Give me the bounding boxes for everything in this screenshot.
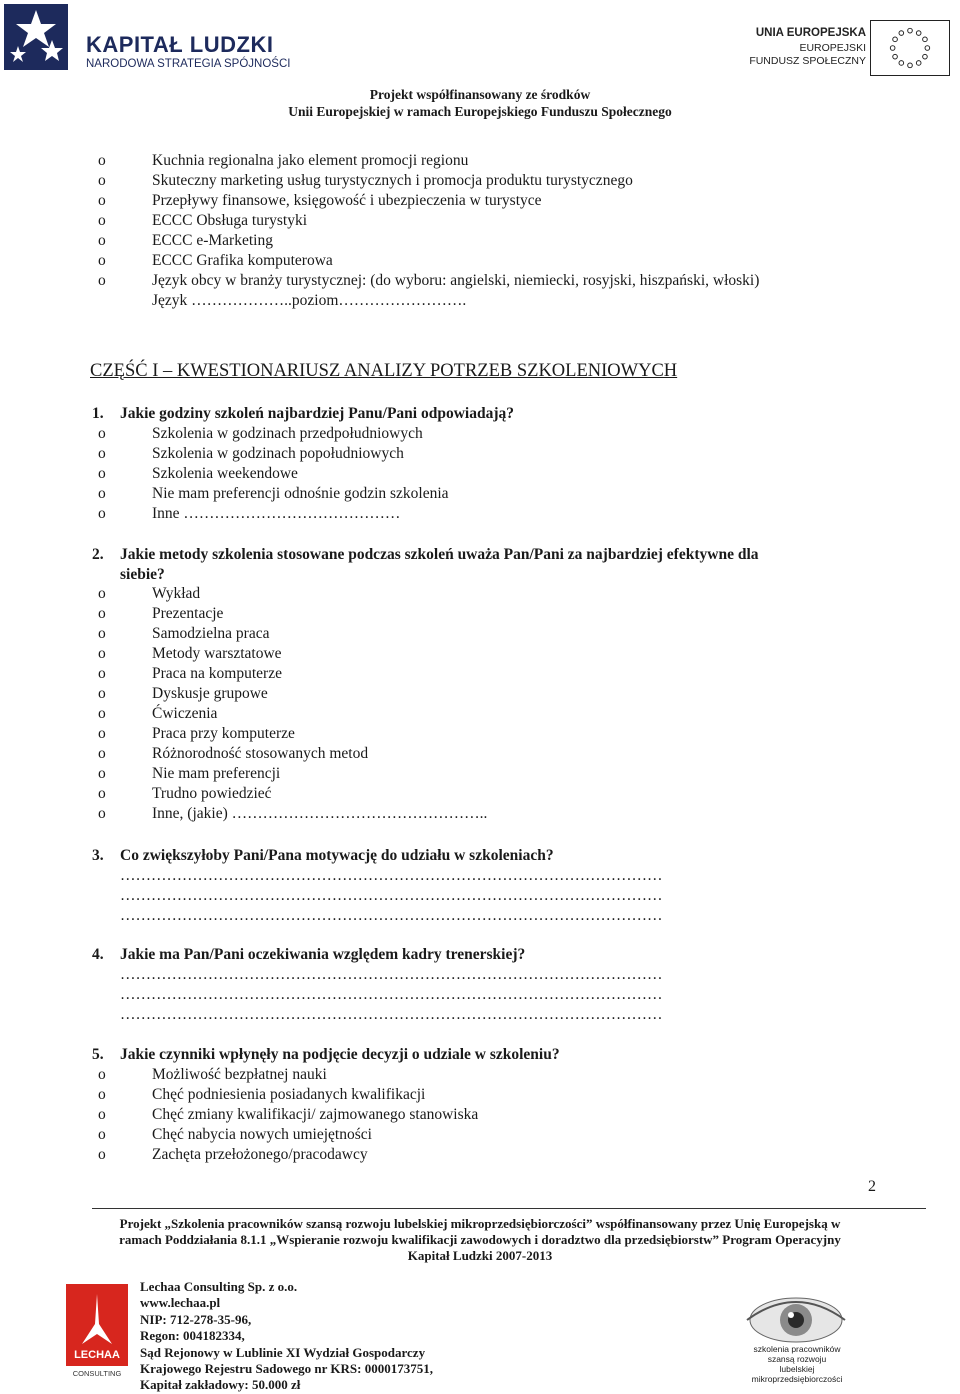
option-label: Chęć nabycia nowych umiejętności <box>152 1126 372 1143</box>
company-krs: Krajowego Rejestru Sadowego nr KRS: 0000173751, <box>140 1361 433 1377</box>
bullet-icon: o <box>98 1066 106 1083</box>
option-label: Szkolenia w godzinach przedpołudniowych <box>152 425 423 442</box>
badge-line3: lubelskiej mikroprzedsiębiorczości <box>751 1364 843 1384</box>
language-level-field[interactable]: Język ………………..poziom……………………. <box>152 292 467 309</box>
bullet-icon: o <box>98 605 106 622</box>
question-text: Jakie ma Pan/Pani oczekiwania względem kadry trenerskiej? <box>120 946 526 963</box>
option-item[interactable] <box>98 645 282 663</box>
option-item[interactable] <box>98 1106 478 1124</box>
kapital-ludzki-title: KAPITAŁ LUDZKI <box>86 32 274 57</box>
bullet-icon: o <box>98 505 106 522</box>
bullet-icon: o <box>98 665 106 682</box>
question-text: Jakie godziny szkoleń najbardziej Panu/Pani odpowiadają? <box>120 405 515 422</box>
option-label: Inne …………………………………… <box>152 505 401 522</box>
footer-line3: Kapitał Ludzki 2007-2013 <box>407 1248 553 1263</box>
list-item-label: Skuteczny marketing usług turystycznych i promocja produktu turystycznego <box>152 172 633 189</box>
list-item-label: Kuchnia regionalna jako element promocji regionu <box>152 152 469 169</box>
bullet-icon: o <box>98 485 106 502</box>
option-label: Nie mam preferencji odnośnie godzin szkolenia <box>152 485 449 502</box>
bullet-icon: o <box>98 1086 106 1103</box>
question-5 <box>92 1045 560 1065</box>
kapital-ludzki-emblem-icon <box>4 4 68 70</box>
list-item-label: Przepływy finansowe, księgowość i ubezpieczenia w turystyce <box>152 192 542 209</box>
option-item[interactable] <box>98 705 217 723</box>
option-label: Metody warsztatowe <box>152 645 282 662</box>
bullet-icon: o <box>98 1106 106 1123</box>
option-item[interactable] <box>98 785 272 803</box>
lechaa-logo-sub: CONSULTING <box>72 1369 122 1378</box>
eu-logo <box>749 14 956 78</box>
question-1 <box>92 404 514 424</box>
option-label: Nie mam preferencji <box>152 765 281 782</box>
bullet-icon: o <box>98 1126 106 1143</box>
company-details <box>140 1279 433 1394</box>
company-court: Sąd Rejonowy w Lublinie XI Wydział Gospodarczy <box>140 1344 426 1360</box>
option-label: Chęć zmiany kwalifikacji/ zajmowanego stanowiska <box>152 1106 479 1123</box>
page-number: 2 <box>868 1178 876 1195</box>
answer-line[interactable]: …………………………………………………………………………………………… <box>120 966 663 983</box>
bullet-icon: o <box>98 425 106 442</box>
answer-line[interactable]: …………………………………………………………………………………………… <box>120 867 663 884</box>
question-number: 5. <box>92 1046 104 1063</box>
footer-project-note <box>60 1216 900 1264</box>
option-label: Praca na komputerze <box>152 665 282 682</box>
option-label: Samodzielna praca <box>152 625 270 642</box>
question-text: Jakie metody szkolenia stosowane podczas szkoleń uważa Pan/Pani za najbardziej efektywne dla <box>120 546 759 563</box>
bullet-icon: o <box>98 625 106 642</box>
option-label: Praca przy komputerze <box>152 725 295 742</box>
list-item-label: ECCC Obsługa turystyki <box>152 212 308 229</box>
lechaa-logo-word: LECHAA <box>74 1349 120 1361</box>
list-item <box>98 252 333 270</box>
company-nip: NIP: 712-278-35-96, <box>140 1311 252 1327</box>
list-item-label: Język obcy w branży turystycznej: (do wyboru: angielski, niemiecki, rosyjski, hiszpański, włoski) <box>152 272 760 289</box>
option-item[interactable] <box>98 465 298 483</box>
option-label: Dyskusje grupowe <box>152 685 268 702</box>
question-text: Jakie czynniki wpłynęły na podjęcie decyzji o udziale w szkoleniu? <box>120 1046 560 1063</box>
option-label: Zachęta przełożonego/pracodawcy <box>152 1146 368 1163</box>
option-item[interactable] <box>98 1146 368 1164</box>
list-item <box>98 192 542 210</box>
option-item[interactable] <box>98 605 223 623</box>
cofunding-line2: Unii Europejskiej w ramach Europejskiego Funduszu Społecznego <box>288 104 672 119</box>
bullet-icon: o <box>98 685 106 702</box>
option-label: Prezentacje <box>152 605 224 622</box>
bullet-icon: o <box>98 585 106 602</box>
bullet-icon: o <box>98 805 106 822</box>
company-website-link[interactable]: www.lechaa.pl <box>140 1295 221 1311</box>
question-4 <box>92 945 525 965</box>
section-title: CZĘŚĆ I – KWESTIONARIUSZ ANALIZY POTRZEB SZKOLENIOWYCH <box>90 361 678 381</box>
option-item[interactable] <box>98 745 368 763</box>
list-item <box>98 152 468 170</box>
answer-line[interactable]: …………………………………………………………………………………………… <box>120 1006 663 1023</box>
bullet-icon: o <box>98 272 106 289</box>
option-label: Szkolenia weekendowe <box>152 465 298 482</box>
bullet-icon: o <box>98 1146 106 1163</box>
footer-divider <box>92 1208 926 1209</box>
bullet-icon: o <box>98 212 106 229</box>
badge-line1: szkolenia pracowników <box>753 1344 841 1354</box>
bullet-icon: o <box>98 725 106 742</box>
question-number: 4. <box>92 946 104 963</box>
bullet-icon: o <box>98 645 106 662</box>
list-item <box>98 272 759 290</box>
lechaa-logo <box>66 1284 128 1380</box>
option-label: Możliwość bezpłatnej nauki <box>152 1066 327 1083</box>
option-label: Ćwiczenia <box>152 705 218 722</box>
eu-fund-line1: EUROPEJSKI <box>799 42 866 54</box>
eu-flag-icon <box>870 20 950 76</box>
company-name: Lechaa Consulting Sp. z o.o. <box>140 1279 298 1294</box>
option-item[interactable] <box>98 505 400 523</box>
bullet-icon: o <box>98 252 106 269</box>
footer-line2: ramach Poddziałania 8.1.1 „Wspieranie rozwoju kwalifikacji zawodowych i doradztwo dla przedsiębiorstw” Program Operacyjny <box>119 1232 841 1247</box>
list-item <box>98 172 633 190</box>
bullet-icon: o <box>98 465 106 482</box>
badge-line2: szansą rozwoju <box>767 1354 827 1364</box>
list-item <box>98 232 273 250</box>
question-2 <box>92 545 759 565</box>
company-capital: Kapitał zakładowy: 50.000 zł <box>140 1377 301 1393</box>
option-label: Chęć podniesienia posiadanych kwalifikacji <box>152 1086 426 1103</box>
bullet-icon: o <box>98 232 106 249</box>
bullet-icon: o <box>98 192 106 209</box>
bullet-icon: o <box>98 445 106 462</box>
question-number: 3. <box>92 847 104 864</box>
option-item[interactable] <box>98 585 200 603</box>
bullet-icon: o <box>98 765 106 782</box>
bullet-icon: o <box>98 785 106 802</box>
option-label: Różnorodność stosowanych metod <box>152 745 369 762</box>
option-label: Wykład <box>152 585 201 602</box>
option-item[interactable] <box>98 445 404 463</box>
option-item[interactable] <box>98 1126 372 1144</box>
option-item[interactable] <box>98 685 268 703</box>
list-item-label: ECCC e-Marketing <box>152 232 273 249</box>
option-item[interactable] <box>98 1066 327 1084</box>
question-number: 2. <box>92 546 104 563</box>
bullet-icon: o <box>98 705 106 722</box>
option-item[interactable] <box>98 805 487 823</box>
option-label: Trudno powiedzieć <box>152 785 272 802</box>
bullet-icon: o <box>98 172 106 189</box>
bullet-icon: o <box>98 152 106 169</box>
footer-line1: Projekt „Szkolenia pracowników szansą rozwoju lubelskiej mikroprzedsiębiorczości” współfinansowany przez Unię Europejską w <box>119 1216 841 1231</box>
question-3 <box>92 846 554 866</box>
option-item[interactable] <box>98 665 282 683</box>
list-item <box>98 212 307 230</box>
eu-title: UNIA EUROPEJSKA <box>755 27 866 39</box>
answer-line[interactable]: …………………………………………………………………………………………… <box>120 907 663 924</box>
option-item[interactable] <box>98 725 295 743</box>
list-item-label: ECCC Grafika komputerowa <box>152 252 333 269</box>
question-2-continued: siebie? <box>120 566 165 583</box>
kapital-ludzki-logo <box>4 4 294 70</box>
company-regon: Regon: 004182334, <box>140 1328 245 1344</box>
option-label: Szkolenia w godzinach popołudniowych <box>152 445 404 462</box>
bullet-icon: o <box>98 745 106 762</box>
kapital-ludzki-subtitle: NARODOWA STRATEGIA SPÓJNOŚCI <box>86 58 291 70</box>
question-text: Co zwiększyłoby Pani/Pana motywację do udziału w szkoleniach? <box>120 847 554 864</box>
option-item[interactable] <box>98 425 423 443</box>
option-item[interactable] <box>98 485 449 503</box>
eu-fund-line2: FUNDUSZ SPOŁECZNY <box>749 55 866 67</box>
option-item[interactable] <box>98 1086 425 1104</box>
option-label: Inne, (jakie) ………………………………………….. <box>152 805 488 822</box>
badge-caption <box>737 1344 857 1384</box>
option-item[interactable] <box>98 625 269 643</box>
question-number: 1. <box>92 405 104 422</box>
option-item[interactable] <box>98 765 280 783</box>
cofunding-note <box>0 86 960 120</box>
cofunding-line1: Projekt współfinansowany ze środków <box>369 87 591 102</box>
answer-line[interactable]: …………………………………………………………………………………………… <box>120 887 663 904</box>
answer-line[interactable]: …………………………………………………………………………………………… <box>120 986 663 1003</box>
